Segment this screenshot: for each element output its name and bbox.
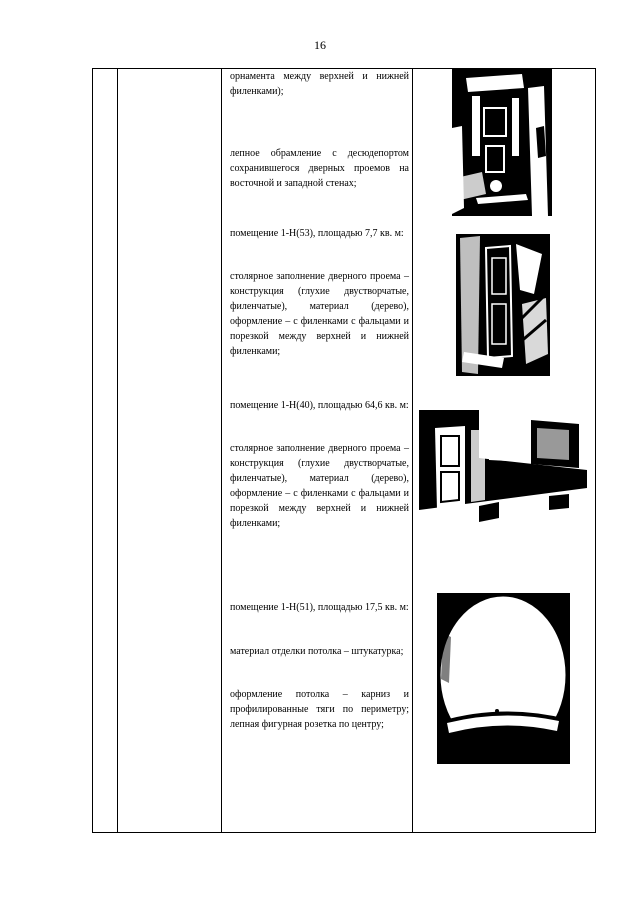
text-entry: орнамента между верхней и нижней филенками);	[230, 71, 409, 97]
page-number: 16	[314, 38, 326, 52]
text-entry: материал отделки потолка – штукатурка;	[230, 646, 404, 657]
door-photo	[456, 234, 550, 376]
text-entry: помещение 1-Н(40), площадью 64,6 кв. м:	[230, 400, 409, 411]
text-entry: лепное обрамление с десюдепортом сохранившегося дверных проемов на восточной и западной стенах;	[230, 148, 409, 189]
column-divider	[117, 69, 118, 832]
column-divider	[412, 69, 413, 832]
interior-photo	[419, 410, 587, 528]
text-entry: помещение 1-Н(51), площадью 17,5 кв. м:	[230, 602, 409, 613]
ceiling-photo	[437, 593, 570, 764]
text-entry: оформление потолка – карниз и профилированные тяги по периметру; лепная фигурная розетка по центру;	[230, 689, 409, 730]
text-entry: столярное заполнение дверного проема – конструкция (глухие двустворчатые, филенчатые), материал (дерево), оформление – с филенками с фальцами и порезкой между верхней и нижней филенками;	[230, 443, 409, 529]
column-divider	[221, 69, 222, 832]
text-entry: столярное заполнение дверного проема – конструкция (глухие двустворчатые, филенчатые), материал (дерево), оформление – с филенками с фальцами и порезкой между верхней и нижней филенками;	[230, 271, 409, 357]
text-entry: помещение 1-Н(53), площадью 7,7 кв. м:	[230, 228, 404, 239]
doorway-photo	[452, 68, 552, 216]
